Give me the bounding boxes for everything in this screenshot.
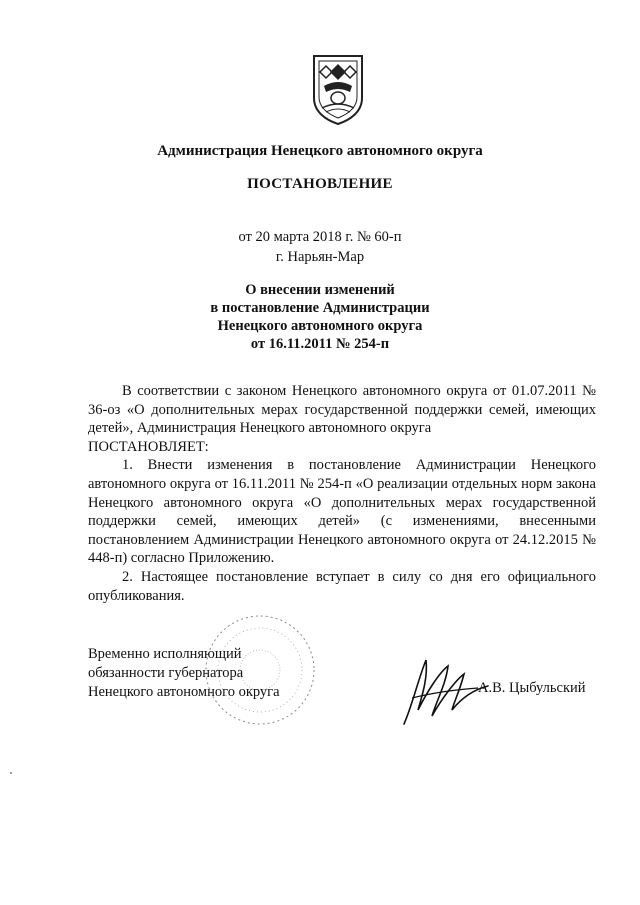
title-line: Ненецкого автономного округа — [217, 318, 423, 334]
signer-name: А.В. Цыбульский — [478, 680, 586, 696]
coat-of-arms-icon — [310, 52, 366, 126]
organization-name: Администрация Ненецкого автономного округа — [157, 143, 483, 159]
document-type: ПОСТАНОВЛЕНИЕ — [247, 176, 393, 192]
title-line: в постановление Администрации — [210, 300, 430, 316]
signer-position-line: обязанности губернатора — [88, 665, 244, 681]
preamble-paragraph: В соответствии с законом Ненецкого автономного округа от 01.07.2011 № 36-оз «О дополнительных мерах государственной поддержки семей, имеющих детей», Администрация Ненецкого автономного округа — [88, 383, 596, 437]
title-line: от 16.11.2011 № 254-п — [250, 336, 390, 352]
document-body — [88, 382, 596, 605]
signer-position — [88, 645, 280, 702]
item-1-paragraph: 1. Внести изменения в постановление Администрации Ненецкого автономного округа от 16.11.2011 № 254-п «О реализации отдельных норм закона Ненецкого автономного округа «О дополнительных мерах государственной поддержки семей, имеющих детей» (с изменениями, внесенными постановлением Администрации Ненецкого автономного округа от 24.12.2015 № 448-п) согласно Приложению. — [88, 457, 596, 567]
decree-word: ПОСТАНОВЛЯЕТ: — [88, 438, 209, 455]
document-city: г. Нарьян-Мар — [275, 249, 365, 265]
scan-speck — [10, 772, 12, 774]
signer-position-line: Временно исполняющий — [88, 646, 242, 662]
title-line: О внесении изменений — [245, 282, 395, 298]
document-date: от 20 марта 2018 г. № 60-п — [238, 229, 402, 245]
item-2-paragraph: 2. Настоящее постановление вступает в силу со дня его официального опубликования. — [88, 568, 596, 604]
document-title — [0, 281, 640, 353]
signer-position-line: Ненецкого автономного округа — [88, 684, 280, 700]
